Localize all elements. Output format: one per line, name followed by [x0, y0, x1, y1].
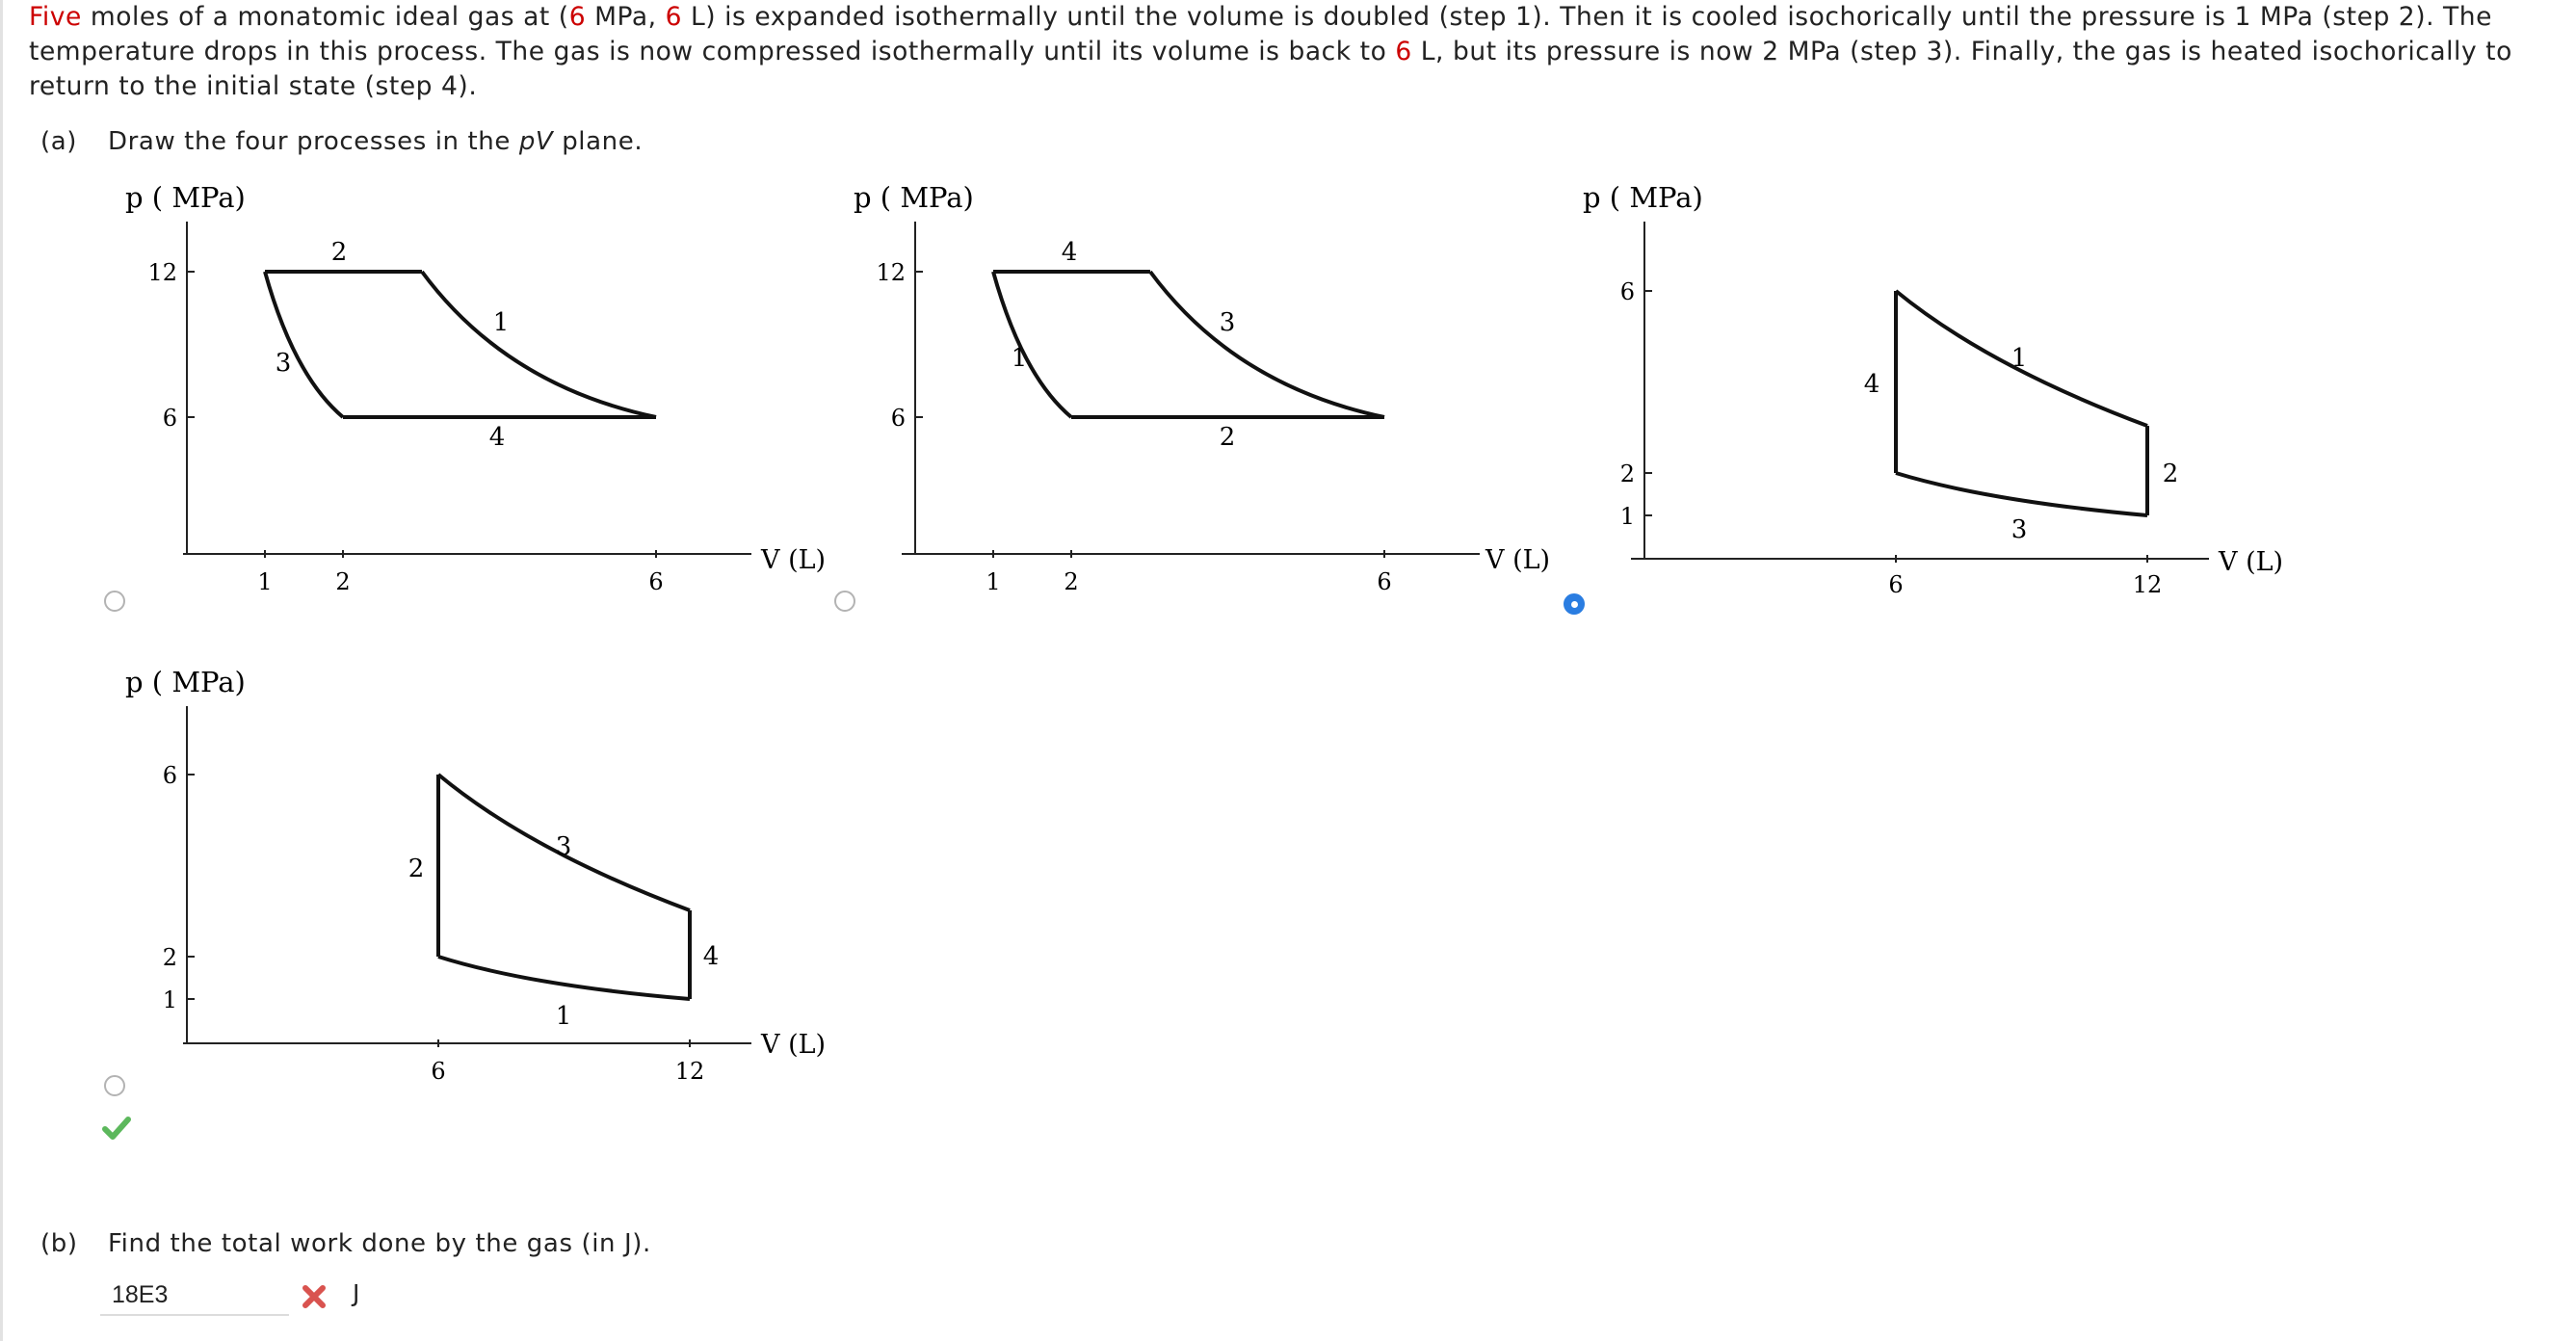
- option-4-radio[interactable]: [104, 1075, 125, 1096]
- graph-option-3: [1583, 173, 2296, 630]
- y-axis-label: p ( MPa): [125, 181, 246, 214]
- x-axis-label: V (L): [761, 545, 827, 575]
- process-label-1: 1: [492, 308, 510, 337]
- x-axis-label: V (L): [761, 1030, 827, 1060]
- check-icon: [102, 1116, 131, 1141]
- graph-option-2: [854, 173, 1566, 630]
- problem-text: moles of a monatomic ideal gas at (: [81, 2, 569, 32]
- process-label-2: 2: [1219, 423, 1236, 452]
- problem-text: MPa,: [586, 2, 666, 32]
- problem-text-red: Five: [29, 2, 82, 32]
- y-tick-label: 6: [162, 762, 177, 789]
- work-answer-input[interactable]: [100, 1275, 289, 1316]
- x-tick-label: 12: [674, 1058, 705, 1085]
- process-curve-3: [265, 272, 343, 417]
- part-a-tail: plane.: [553, 127, 644, 156]
- answer-unit: J: [353, 1279, 360, 1307]
- process-label-2: 2: [407, 855, 425, 883]
- process-label-4: 4: [1863, 370, 1880, 399]
- graph-option-4: [125, 658, 838, 1115]
- process-label-3: 3: [1219, 308, 1236, 337]
- problem-text-red: 6: [1395, 37, 1412, 66]
- part-b-text: Find the total work done by the gas (in J).: [108, 1229, 651, 1258]
- problem-text-red: 6: [568, 2, 587, 32]
- x-tick-label: 2: [1064, 568, 1079, 595]
- part-b-letter: (b): [40, 1229, 78, 1258]
- y-tick-label: 2: [162, 944, 177, 971]
- x-tick-label: 6: [431, 1058, 446, 1085]
- x-tick-label: 6: [1888, 571, 1904, 598]
- pv-graph-4: [125, 658, 838, 1111]
- x-axis-label: V (L): [1485, 545, 1551, 575]
- y-tick-label: 12: [876, 259, 906, 286]
- problem-statement: [29, 0, 2563, 104]
- x-tick-label: 1: [986, 568, 1001, 595]
- option-1-radio[interactable]: [104, 591, 125, 612]
- x-tick-label: 12: [2132, 571, 2163, 598]
- y-axis-label: p ( MPa): [854, 181, 974, 214]
- process-curve-1: [438, 957, 690, 999]
- problem-text-red: 6: [665, 2, 682, 32]
- process-label-4: 4: [702, 942, 720, 971]
- process-label-3: 3: [275, 349, 292, 378]
- x-tick-label: 6: [648, 568, 664, 595]
- process-label-3: 3: [555, 832, 572, 861]
- incorrect-icon: [301, 1283, 328, 1310]
- x-tick-label: 1: [257, 568, 273, 595]
- process-label-4: 4: [488, 423, 506, 452]
- y-axis-label: p ( MPa): [1583, 181, 1703, 214]
- process-curve-3: [1150, 272, 1384, 417]
- left-border: [0, 0, 3, 1341]
- process-label-1: 1: [1011, 344, 1028, 373]
- process-curve-3: [1896, 473, 2147, 515]
- y-tick-label: 1: [162, 986, 177, 1013]
- process-curve-1: [993, 272, 1071, 417]
- process-label-3: 3: [2011, 515, 2028, 544]
- x-tick-label: 6: [1377, 568, 1392, 595]
- option-2-radio[interactable]: [834, 591, 855, 612]
- y-tick-label: 6: [1619, 278, 1635, 305]
- part-b-label: [40, 1229, 651, 1258]
- problem-text: L, but its pressure is now 2 MPa (step 3). Finally, the gas is heated isochorically to return to the initial state (step 4).: [29, 37, 2512, 101]
- y-axis-label: p ( MPa): [125, 666, 246, 698]
- part-a-letter: (a): [40, 127, 78, 156]
- part-a-text: Draw the four processes in the: [108, 127, 519, 156]
- option-3-radio[interactable]: [1564, 593, 1585, 615]
- process-label-1: 1: [555, 1002, 572, 1031]
- y-tick-label: 6: [890, 405, 906, 432]
- problem-text: L) is expanded isothermally until the volume is doubled (step 1). Then it is cooled isochorically until the pressure is 1 MPa (step 2). The temperature drops in this process. The gas is now compressed isothermally until its volume is back to: [29, 2, 2492, 66]
- pv-graph-1: [125, 173, 838, 626]
- x-axis-label: V (L): [2219, 547, 2284, 577]
- process-label-2: 2: [330, 238, 348, 267]
- pv-graph-2: [854, 173, 1566, 626]
- graph-option-1: [125, 173, 838, 630]
- y-tick-label: 6: [162, 405, 177, 432]
- part-a-pv: pV: [518, 127, 554, 156]
- process-label-4: 4: [1061, 238, 1078, 267]
- y-tick-label: 2: [1619, 460, 1635, 487]
- process-curve-1: [422, 272, 656, 417]
- part-a-label: [40, 127, 643, 156]
- x-tick-label: 2: [335, 568, 351, 595]
- pv-graph-3: [1583, 173, 2296, 626]
- process-label-2: 2: [2162, 460, 2179, 488]
- y-tick-label: 1: [1619, 503, 1635, 530]
- process-label-1: 1: [2011, 344, 2028, 373]
- y-tick-label: 12: [147, 259, 177, 286]
